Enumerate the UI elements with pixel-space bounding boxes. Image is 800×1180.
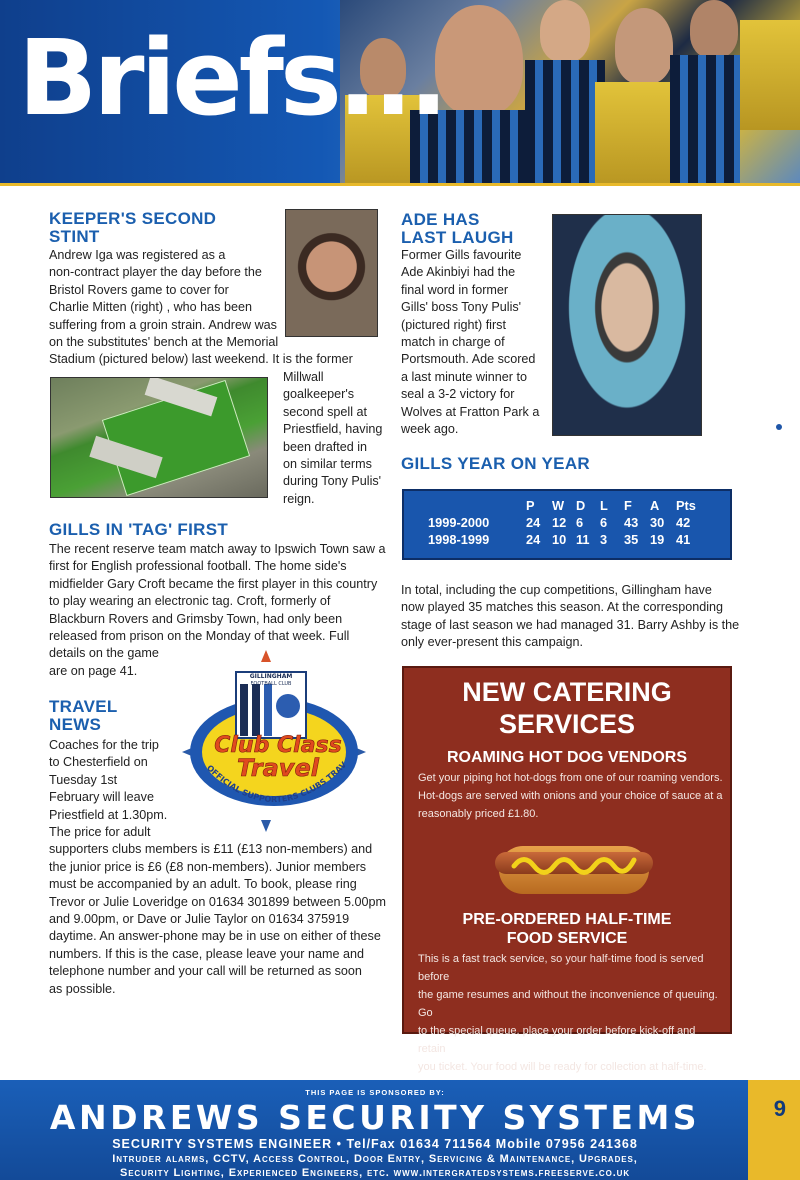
page-number: 9	[773, 1096, 786, 1121]
text-line: second spell at	[283, 404, 368, 419]
text-line: on the substitutes' bench at the Memorial	[49, 335, 279, 350]
text-line: 24	[526, 532, 541, 547]
text-line: 42	[676, 515, 691, 530]
logo-crest-top: GILLINGHAM	[249, 673, 293, 680]
travel-heading	[49, 698, 118, 734]
text-line: This is a fast track service, so your half-time food is served before	[418, 953, 704, 983]
text-line: week ago.	[401, 422, 459, 437]
catering-title-2: SERVICES	[498, 709, 636, 739]
text-line: to the special queue, place your order before kick-off and retain	[418, 1025, 696, 1055]
text-line: Get your piping hot hot-dogs from one of our roaming vendors.	[418, 772, 723, 784]
text-line: Stadium (pictured below) last weekend. It is the former	[49, 352, 353, 367]
year-table	[402, 489, 732, 560]
table-header-row	[418, 497, 706, 514]
text-line: 1999-2000	[428, 515, 490, 530]
hotdog-text	[418, 769, 723, 823]
halftime-subheading-1: PRE-ORDERED HALF-TIME	[462, 911, 672, 928]
text-line: 10	[552, 532, 567, 547]
halftime-subheading-2: FOOD SERVICE	[506, 930, 628, 947]
hotdog-subheading: ROAMING HOT DOG VENDORS	[446, 749, 687, 766]
decorative-dot	[776, 424, 782, 430]
year-heading: GILLS YEAR ON YEAR	[401, 454, 590, 473]
keeper-heading	[49, 210, 216, 246]
text-line: reign.	[283, 491, 315, 506]
text-line: LAST LAUGH	[401, 228, 514, 247]
stadium-aerial-photo	[50, 377, 268, 498]
text-line: supporters clubs members is £11 (£13 non-members) and	[49, 842, 373, 857]
text-line: ADE HAS	[401, 210, 480, 229]
ade-heading	[401, 211, 514, 247]
text-line: 6	[600, 515, 608, 530]
text-line: 41	[676, 532, 691, 547]
text-line: 1998-1999	[428, 532, 490, 547]
text-line: stage of last season we had managed 31. Barry Ashby is the	[401, 617, 740, 632]
text-line: Ade Akinbiyi had the	[401, 265, 516, 280]
text-line: to Chesterfield on	[49, 755, 148, 770]
text-line: now played 35 matches this season. At the corresponding	[401, 600, 724, 615]
keeper-photo	[285, 209, 378, 337]
hotdog-illustration	[499, 828, 649, 896]
text-line: The price for adult	[49, 825, 151, 840]
text-line: only ever-present this campaign.	[401, 635, 584, 650]
text-line: and 9.00pm, or Dave or Julie Taylor on 01634 375919	[49, 912, 350, 927]
text-line: the junior price is £6 (£8 non-members). Junior members	[49, 859, 367, 874]
text-line: 19	[650, 532, 665, 547]
logo-line1: Club Class	[214, 733, 342, 758]
text-line: D	[576, 498, 586, 513]
sponsor-company: ANDREWS SECURITY SYSTEMS	[49, 1098, 701, 1137]
text-line: goalkeeper's	[283, 387, 355, 402]
text-line: non-contract player the day before the	[49, 265, 262, 280]
text-line: STINT	[49, 227, 100, 246]
catering-title-1: NEW CATERING	[462, 677, 672, 707]
text-line: match in charge of	[401, 335, 505, 350]
text-line: seal a 3-2 victory for	[401, 387, 515, 402]
text-line: a last minute winner to	[401, 369, 527, 384]
text-line: 11	[576, 532, 590, 547]
text-line: L	[600, 498, 608, 513]
logo-line2: Travel	[237, 754, 319, 782]
text-line: Gills' boss Tony Pulis'	[401, 300, 522, 315]
text-line: telephone number and your call will be returned as soon	[49, 964, 362, 979]
text-line: Blackburn Rovers and Grimsby Town, had only been	[49, 611, 343, 626]
text-line: 35	[624, 532, 639, 547]
sponsored-by-label: THIS PAGE IS SPONSORED BY:	[305, 1088, 445, 1097]
text-line: 6	[576, 515, 584, 530]
text-line: NEWS	[49, 715, 102, 734]
table-row	[418, 531, 706, 548]
header-banner	[0, 0, 800, 186]
tony-pulis-photo	[552, 214, 702, 436]
text-line: Coaches for the trip	[49, 738, 159, 752]
text-line: details on the game	[49, 646, 159, 661]
text-line: (pictured right) first	[401, 317, 506, 332]
text-line: Millwall	[283, 370, 324, 384]
text-line: on similar terms	[283, 457, 372, 472]
table-row	[418, 514, 706, 531]
logo-ring-text: OFFICIAL SUPPORTERS CLUBS TRAV	[204, 760, 349, 805]
text-line: 30	[650, 515, 665, 530]
text-line: are on page 41.	[49, 663, 138, 678]
text-line: The recent reserve team match away to Ipswich Town saw a	[49, 542, 386, 556]
text-line: during Tony Pulis'	[283, 474, 382, 489]
text-line: been drafted in	[283, 439, 368, 454]
text-line: F	[624, 498, 632, 513]
halftime-text	[418, 950, 723, 1076]
club-class-travel-logo	[180, 648, 370, 838]
text-line: February will leave	[49, 790, 154, 805]
sponsor-contact-line: SECURITY SYSTEMS ENGINEER • Tel/Fax 01634 711564 Mobile 07956 241368	[112, 1137, 638, 1151]
text-line: Former Gills favourite	[401, 248, 522, 262]
text-line: midfielder Gary Croft became the first player in this country	[49, 576, 378, 591]
year-article	[401, 582, 741, 652]
text-line: Andrew Iga was registered as a	[49, 248, 226, 262]
text-line: A	[650, 498, 660, 513]
text-line: you ticket. Your food will be ready for collection at half-time.	[418, 1061, 707, 1073]
text-line: Tuesday 1st	[49, 772, 118, 787]
text-line: first for English professional football. The home side's	[49, 559, 347, 574]
text-line: as possible.	[49, 981, 116, 996]
text-line: numbers. If this is the case, please leave your name and	[49, 946, 365, 961]
logo-crest-bottom: FOOTBALL CLUB	[250, 681, 292, 687]
text-line: Trevor or Julie Loveridge on 01634 301899 between 5.00pm	[49, 894, 386, 909]
text-line: final word in former	[401, 282, 509, 297]
text-line: Priestfield, having	[283, 422, 383, 437]
catering-panel	[402, 666, 732, 1073]
text-line: KEEPER'S SECOND	[49, 209, 217, 228]
text-line: the game resumes and without the inconvenience of queuing. Go	[418, 989, 718, 1019]
page-title: Briefs...	[18, 17, 445, 139]
text-line: In total, including the cup competitions, Gillingham have	[401, 583, 712, 597]
tag-heading: GILLS IN 'TAG' FIRST	[49, 520, 229, 539]
text-line: W	[552, 498, 565, 513]
text-line: released from prison on the Monday of that week. Full	[49, 629, 350, 644]
sponsor-services-line-1: Intruder alarms, CCTV, Access Control, Door Entry, Servicing & Maintenance, Upgrades,	[112, 1153, 638, 1165]
text-line: P	[526, 498, 535, 513]
ade-article	[401, 247, 551, 438]
text-line: to play wearing an electronic tag. Croft, formerly of	[49, 594, 331, 609]
text-line: Pts	[676, 498, 696, 513]
sponsor-services-line-2: Security Lighting, Experienced Engineers, etc. www.intergratedsystems.freeserve.co.uk	[119, 1167, 631, 1179]
text-line: 3	[600, 532, 608, 547]
text-line: suffering from a groin strain. Andrew was	[49, 317, 277, 332]
text-line: reasonably priced £1.80.	[418, 808, 539, 820]
text-line: must be accompanied by an adult. To book, please ring	[49, 877, 357, 892]
text-line: daytime. An answer-phone may be in use on either of these	[49, 929, 381, 944]
text-line: Wolves at Fratton Park a	[401, 404, 540, 419]
text-line: 24	[526, 515, 541, 530]
text-line: TRAVEL	[49, 697, 118, 716]
banner-divider	[0, 183, 800, 186]
page-number-tab	[748, 1080, 800, 1180]
text-line: Charlie Mitten (right) , who has been	[49, 300, 252, 315]
text-line: Hot-dogs are served with onions and your choice of sauce at a	[418, 790, 723, 802]
keeper-article-cont	[283, 369, 393, 508]
text-line: Portsmouth. Ade scored	[401, 352, 536, 367]
text-line: 43	[624, 515, 639, 530]
text-line: Bristol Rovers game to cover for	[49, 282, 229, 297]
text-line: Priestfield at 1.30pm.	[49, 807, 168, 822]
text-line: 12	[552, 515, 567, 530]
sponsor-footer	[0, 1080, 800, 1180]
